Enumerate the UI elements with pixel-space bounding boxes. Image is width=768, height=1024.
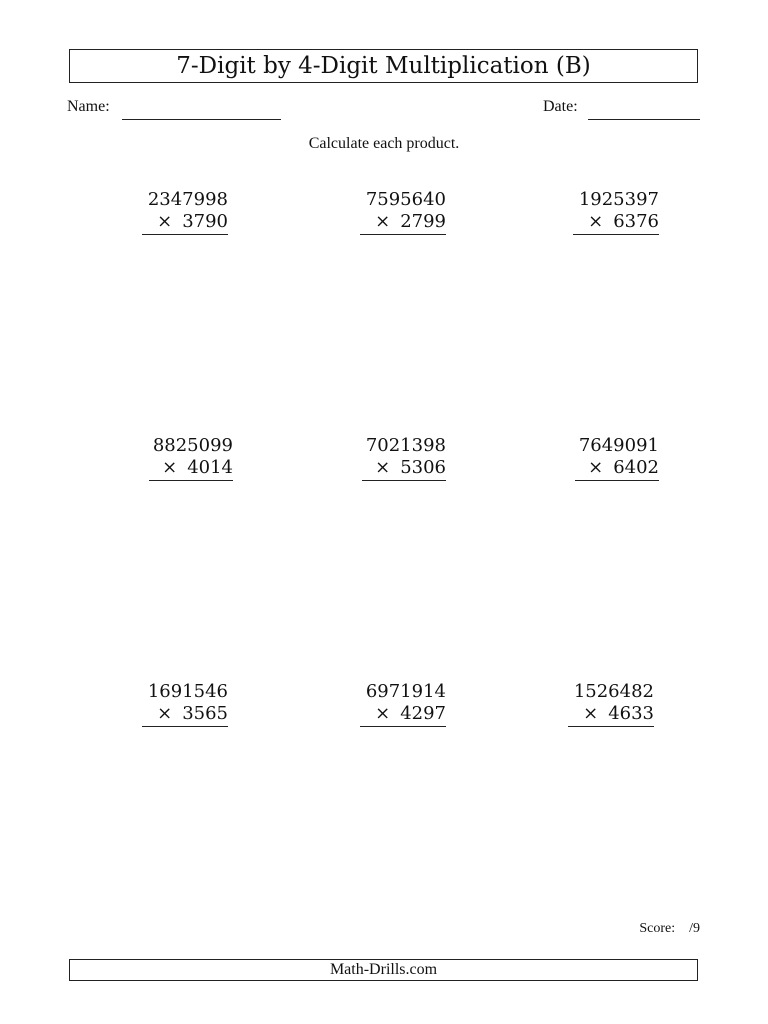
problem-3: [549, 189, 659, 249]
date-blank-line[interactable]: [588, 119, 700, 120]
multiplier: 4633: [608, 703, 654, 724]
multiplier-line: [583, 703, 654, 725]
answer-rule: [360, 234, 446, 235]
times-icon: ×: [375, 457, 391, 478]
multiplier: 4014: [187, 457, 233, 478]
multiplier: 2799: [400, 211, 446, 232]
multiplier-line: [157, 703, 228, 725]
problem-9: [544, 681, 654, 741]
multiplicand: 2347998: [147, 189, 228, 210]
score-label: Score:: [639, 921, 676, 936]
score-total: /9: [689, 921, 700, 936]
footer-site: Math-Drills.com: [69, 959, 698, 981]
answer-rule: [142, 726, 228, 727]
problem-6: [549, 435, 659, 495]
multiplicand: 1925397: [578, 189, 659, 210]
times-icon: ×: [375, 211, 391, 232]
multiplier-line: [588, 457, 659, 479]
problem-1: [118, 189, 228, 249]
instructions-text: Calculate each product.: [308, 135, 460, 152]
times-icon: ×: [157, 211, 173, 232]
name-blank-line[interactable]: [122, 119, 281, 120]
answer-rule: [568, 726, 654, 727]
answer-rule: [142, 234, 228, 235]
multiplier: 3790: [182, 211, 228, 232]
name-label: Name:: [67, 98, 110, 115]
times-icon: ×: [162, 457, 178, 478]
multiplier: 3565: [182, 703, 228, 724]
multiplier: 4297: [400, 703, 446, 724]
multiplier-line: [375, 703, 446, 725]
multiplier-line: [588, 211, 659, 233]
answer-rule: [573, 234, 659, 235]
multiplicand: 7021398: [365, 435, 446, 456]
score-line: [639, 920, 700, 938]
date-label: Date:: [543, 98, 578, 115]
multiplicand: 7595640: [365, 189, 446, 210]
times-icon: ×: [583, 703, 599, 724]
answer-rule: [575, 480, 659, 481]
answer-rule: [360, 726, 446, 727]
multiplier-line: [375, 457, 446, 479]
problem-2: [336, 189, 446, 249]
problem-7: [118, 681, 228, 741]
problem-4: [123, 435, 233, 495]
multiplicand: 8825099: [152, 435, 233, 456]
multiplicand: 6971914: [365, 681, 446, 702]
answer-rule: [149, 480, 233, 481]
times-icon: ×: [588, 457, 604, 478]
problem-8: [336, 681, 446, 741]
multiplier-line: [157, 211, 228, 233]
multiplicand: 1691546: [147, 681, 228, 702]
worksheet-title: 7-Digit by 4-Digit Multiplication (B): [69, 49, 698, 83]
times-icon: ×: [588, 211, 604, 232]
multiplicand: 1526482: [573, 681, 654, 702]
answer-rule: [362, 480, 446, 481]
multiplicand: 7649091: [578, 435, 659, 456]
multiplier-line: [162, 457, 233, 479]
multiplier: 6402: [613, 457, 659, 478]
multiplier: 6376: [613, 211, 659, 232]
times-icon: ×: [157, 703, 173, 724]
problem-5: [336, 435, 446, 495]
times-icon: ×: [375, 703, 391, 724]
multiplier: 5306: [400, 457, 446, 478]
multiplier-line: [375, 211, 446, 233]
